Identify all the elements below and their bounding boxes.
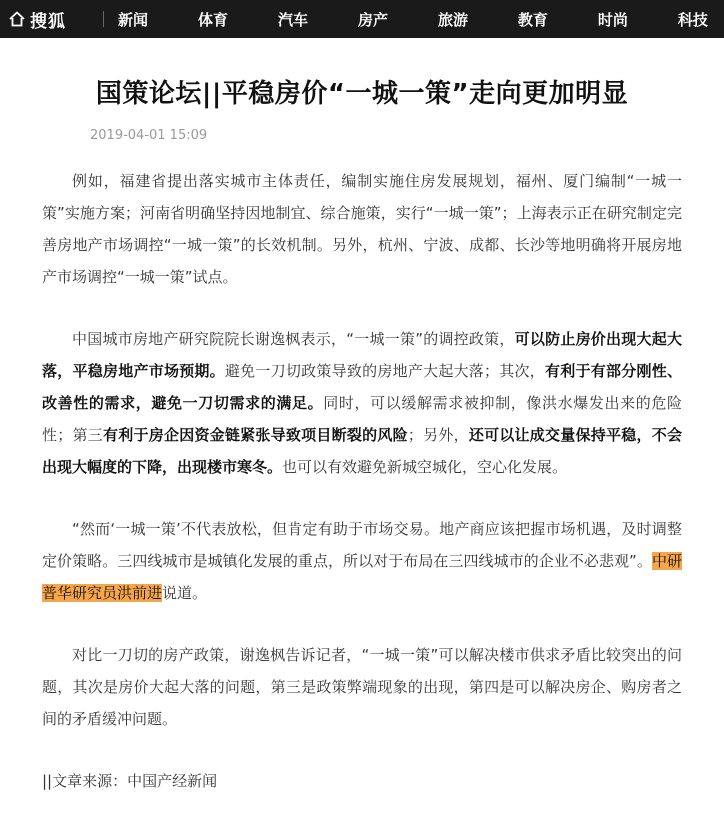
top-nav-bar [0,0,724,38]
nav-item-sports[interactable]: 体育 [197,10,228,29]
text-segment: 同时，可以缓解需求被抑制，像洪水爆发出来的危险性；第三 [42,394,682,444]
brand-logo-text[interactable]: 搜狐 [30,11,66,32]
text-segment: 中国城市房地产研究院院长谢逸枫表示，“一城一策”的调控政策， [72,330,515,348]
nav-item-education[interactable]: 教育 [517,10,548,29]
article-date: 2019-04-01 15:09 [90,128,208,143]
nav-item-auto[interactable]: 汽车 [277,10,308,29]
text-segment: “然而‘一城一策’不代表放松，但肯定有助于市场交易。地产商应该把握市场机遇，及时调整定价策略。三四线城市是城镇化发展的重点，所以对于布局在三四线城市的企业不必悲观”。 [42,520,682,570]
text-segment: 也可以有效避免新城空城化，空心化发展。 [282,458,568,476]
bold-segment: 可以防止房价出现大起大落，平稳房地产市场预期。 [42,330,682,380]
brand[interactable] [0,7,103,32]
main-nav [118,9,724,30]
bold-segment: 还可以让成交量保持平稳，不会出现大幅度的下降，出现楼市寒冬。 [42,426,682,476]
paragraph-1: 例如，福建省提出落实城市主体责任，编制实施住房发展规划，福州、厦门编制“一城一策”实施方案；河南省明确坚持因地制宜、综合施策，实行“一城一策”；上海表示正在研究制定完善房地产市场调控“一城一策”的长效机制。另外，杭州、宁波、成都、长沙等地明确将开展房地产市场调控“一城一策”试点。 [42,172,682,286]
bold-segment: 有利于房企因资金链紧张导致项目断裂的风险 [102,426,408,444]
nav-item-house[interactable]: 房产 [357,10,388,29]
article [0,76,724,797]
bold-segment: 有利于有部分刚性、改善性的需求，避免一刀切需求的满足。 [42,362,682,412]
highlighted-name: 中研普华研究员洪前进 [42,552,682,602]
nav-item-tech[interactable]: 科技 [677,10,708,29]
nav-item-fashion[interactable]: 时尚 [597,10,628,29]
text-segment: ；另外， [407,426,469,444]
nav-divider [103,11,104,27]
paragraph-2 [42,323,682,483]
paragraph-4: 对比一刀切的房产政策，谢逸枫告诉记者，“一城一策”可以解决楼市供求矛盾比较突出的问题，其次是房价大起大落的问题，第三是政策弊端现象的出现，第四是可以解决房企、购房者之间的矛盾缓冲问题。 [42,646,682,728]
article-source: ||文章来源：中国产经新闻 [42,772,218,790]
text-segment: 说道。 [162,584,208,602]
nav-item-news[interactable]: 新闻 [118,10,149,29]
text-segment: 避免一刀切政策导致的房地产大起大落；其次， [224,362,546,380]
paragraph-3 [42,513,682,609]
home-icon[interactable] [8,10,26,28]
nav-item-travel[interactable]: 旅游 [437,10,468,29]
article-title: 国策论坛||平稳房价“一城一策”走向更加明显 [95,79,629,109]
